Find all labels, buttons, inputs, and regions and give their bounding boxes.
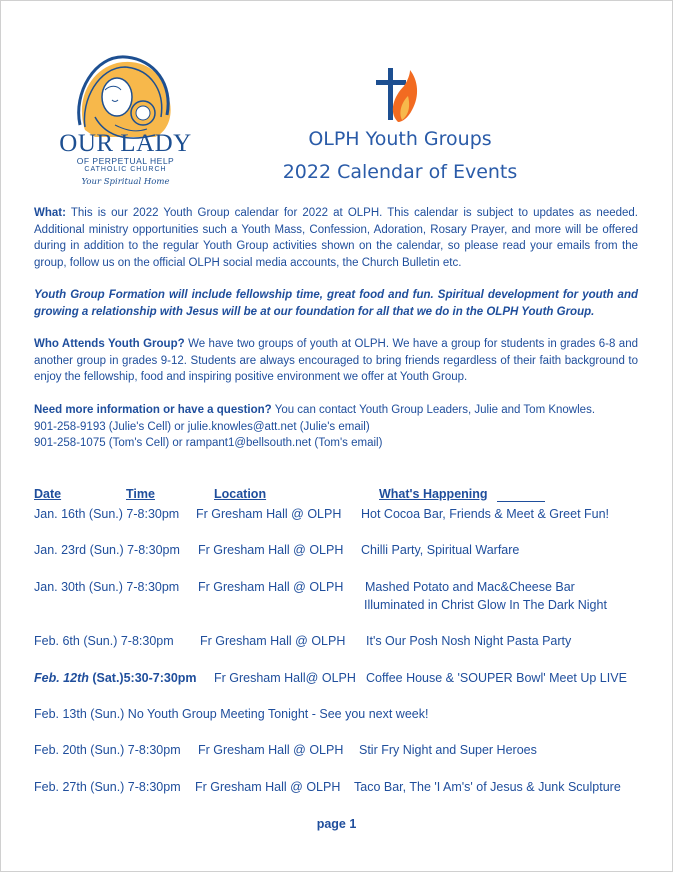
row-location: Fr Gresham Hall@ OLPH xyxy=(214,671,356,685)
logo-name: OUR LADY xyxy=(59,130,192,157)
logo-subtitle-2: CATHOLIC CHURCH xyxy=(84,166,167,173)
tom-contact: 901-258-1075 (Tom's Cell) or rampant1@bellsouth.net (Tom's email) xyxy=(34,437,383,449)
info-paragraph xyxy=(34,402,638,452)
row-location: Fr Gresham Hall @ OLPH xyxy=(198,743,344,757)
row-happening: Mashed Potato and Mac&Cheese Bar xyxy=(365,580,575,594)
who-text: We have two groups of youth at OLPH. We have a group for students in grades 6-8 and another group in grades 9-12. Students are always encouraged to bring friends regardless of their faith background to enjoy the fellowship, food and inspiring positive environment we offer at Youth Group. xyxy=(34,338,638,383)
row-notice: Feb. 13th (Sun.) No Youth Group Meeting Tonight - See you next week! xyxy=(34,707,429,721)
row-location: Fr Gresham Hall @ OLPH xyxy=(200,634,346,648)
row-happening: Chilli Party, Spiritual Warfare xyxy=(361,543,520,557)
julie-contact: 901-258-9193 (Julie's Cell) or julie.knowles@att.net (Julie's email) xyxy=(34,420,370,433)
logo-tagline: Your Spiritual Home xyxy=(81,177,170,187)
row-happening: It's Our Posh Nosh Night Pasta Party xyxy=(366,634,572,648)
row-location: Fr Gresham Hall @ OLPH xyxy=(195,780,341,794)
header-happening: What's Happening xyxy=(379,487,488,501)
what-label: What: xyxy=(34,207,66,219)
what-paragraph xyxy=(34,205,638,271)
row-date: Feb. 20th (Sun.) 7-8:30pm xyxy=(34,743,181,757)
header-date: Date xyxy=(34,487,62,501)
header-time: Time xyxy=(126,487,155,501)
header-underline xyxy=(497,501,545,502)
row-happening: Coffee House & 'SOUPER Bowl' Meet Up LIVE xyxy=(366,671,627,685)
info-text: You can contact Youth Group Leaders, Julie and Tom Knowles. xyxy=(271,404,596,416)
row-location: Fr Gresham Hall @ OLPH xyxy=(198,543,344,557)
row-date: Jan. 23rd (Sun.) 7-8:30pm xyxy=(34,543,180,557)
formation-paragraph: Youth Group Formation will include fellowship time, great food and fun. Spiritual development for youth and growing a relationship with Jesus will be at our foundation for all that we do in the OLPH Youth Group. xyxy=(34,289,638,318)
row-date-emphasis: Feb. 12th xyxy=(34,671,89,685)
row-date: Jan. 16th (Sun.) 7-8:30pm xyxy=(34,507,180,521)
logo-subtitle: OF PERPETUAL HELP xyxy=(76,156,175,166)
row-happening: Hot Cocoa Bar, Friends & Meet & Greet Fun! xyxy=(361,507,610,521)
who-paragraph xyxy=(34,336,638,386)
row-date: Jan. 30th (Sun.) 7-8:30pm xyxy=(34,580,180,594)
row-happening-line2: Illuminated in Christ Glow In The Dark Night xyxy=(364,598,607,612)
info-label: Need more information or have a question? xyxy=(34,404,272,416)
header-location: Location xyxy=(214,487,267,501)
row-date xyxy=(34,671,197,685)
row-happening: Taco Bar, The 'I Am's' of Jesus & Junk Sculpture xyxy=(354,780,621,794)
row-happening: Stir Fry Night and Super Heroes xyxy=(359,743,537,757)
who-label: Who Attends Youth Group? xyxy=(34,338,185,350)
row-date-time: (Sat.)5:30-7:30pm xyxy=(88,671,197,685)
row-date: Feb. 27th (Sun.) 7-8:30pm xyxy=(34,780,181,794)
row-location: Fr Gresham Hall @ OLPH xyxy=(198,580,344,594)
page-subtitle: 2022 Calendar of Events xyxy=(282,161,518,183)
row-date: Feb. 6th (Sun.) 7-8:30pm xyxy=(34,634,174,648)
cross-flame-icon xyxy=(374,66,422,124)
row-location: Fr Gresham Hall @ OLPH xyxy=(196,507,342,521)
what-text: This is our 2022 Youth Group calendar for 2022 at OLPH. This calendar is subject to updates as needed. Additional ministry opportunities such a Youth Mass, Confession, Adoration, Rosary Prayer, and more will be offered during in addition to the regular Youth Group activities shown on the calendar, so please read your emails from the group, follow us on the official OLPH social media accounts, the Church Bulletin etc. xyxy=(34,207,638,269)
page-title: OLPH Youth Groups xyxy=(308,128,492,150)
page-number: page 1 xyxy=(316,817,357,831)
